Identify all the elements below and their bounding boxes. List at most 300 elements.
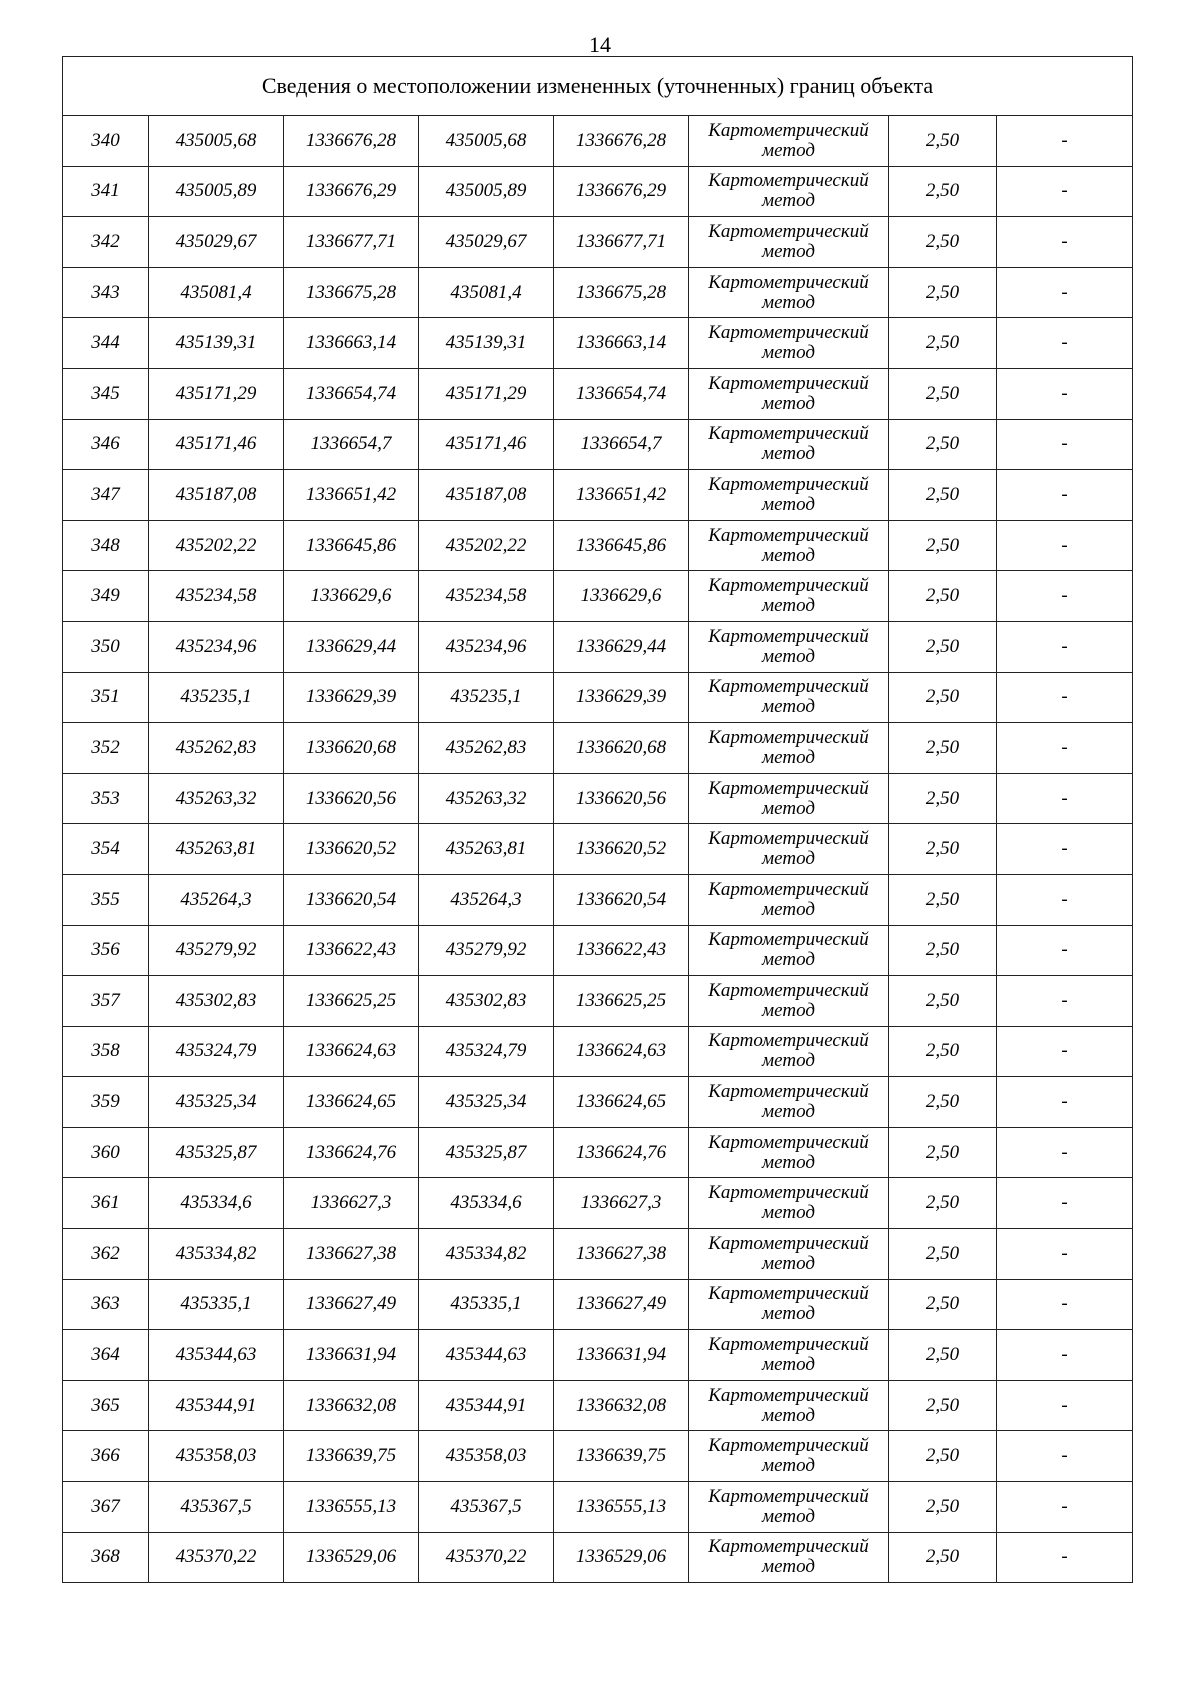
point-number-cell: 366 [63,1431,149,1482]
refined-x-cell: 435324,79 [419,1026,554,1077]
point-number-cell: 340 [63,116,149,167]
point-number-cell: 354 [63,824,149,875]
table-row [63,318,1133,369]
existing-y-cell: 1336625,25 [284,976,419,1027]
refined-y-cell: 1336627,3 [554,1178,689,1229]
precision-cell: 2,50 [889,1026,997,1077]
method-line-2: метод [762,1101,815,1123]
method-line-1: Картометрический [708,170,869,192]
method-line-2: метод [762,544,815,566]
method-line-2: метод [762,443,815,465]
table-row [63,1178,1133,1229]
point-number-cell: 344 [63,318,149,369]
point-number-cell: 352 [63,723,149,774]
precision-cell: 2,50 [889,520,997,571]
existing-y-cell: 1336651,42 [284,470,419,521]
refined-x-cell: 435005,89 [419,166,554,217]
method-cell [689,419,889,470]
point-number-cell: 353 [63,773,149,824]
table-row [63,419,1133,470]
refined-y-cell: 1336627,38 [554,1229,689,1280]
precision-cell: 2,50 [889,419,997,470]
existing-x-cell: 435302,83 [149,976,284,1027]
refined-x-cell: 435081,4 [419,267,554,318]
refined-y-cell: 1336631,94 [554,1330,689,1381]
method-line-1: Картометрический [708,979,869,1001]
method-line-2: метод [762,493,815,515]
point-number-cell: 347 [63,470,149,521]
existing-y-cell: 1336675,28 [284,267,419,318]
existing-y-cell: 1336654,74 [284,368,419,419]
refined-x-cell: 435235,1 [419,672,554,723]
table-row [63,621,1133,672]
table-row [63,571,1133,622]
existing-x-cell: 435344,63 [149,1330,284,1381]
note-cell: - [997,723,1133,774]
existing-x-cell: 435334,6 [149,1178,284,1229]
refined-x-cell: 435263,32 [419,773,554,824]
method-line-2: метод [762,139,815,161]
method-line-1: Картометрический [708,372,869,394]
existing-y-cell: 1336555,13 [284,1482,419,1533]
table-row [63,166,1133,217]
note-cell: - [997,1482,1133,1533]
method-cell [689,1532,889,1583]
existing-x-cell: 435370,22 [149,1532,284,1583]
precision-cell: 2,50 [889,1178,997,1229]
table-row [63,1026,1133,1077]
method-line-1: Картометрический [708,1182,869,1204]
refined-y-cell: 1336654,74 [554,368,689,419]
method-cell [689,368,889,419]
refined-y-cell: 1336629,6 [554,571,689,622]
refined-y-cell: 1336620,68 [554,723,689,774]
method-cell [689,1026,889,1077]
method-cell [689,166,889,217]
refined-x-cell: 435171,29 [419,368,554,419]
method-cell [689,571,889,622]
table-title-row [63,57,1133,116]
table-row [63,217,1133,268]
method-cell [689,621,889,672]
method-line-2: метод [762,1202,815,1224]
refined-y-cell: 1336654,7 [554,419,689,470]
existing-y-cell: 1336645,86 [284,520,419,571]
note-cell: - [997,1431,1133,1482]
table-row [63,116,1133,167]
method-line-2: метод [762,1252,815,1274]
existing-y-cell: 1336639,75 [284,1431,419,1482]
note-cell: - [997,672,1133,723]
method-line-2: метод [762,746,815,768]
existing-x-cell: 435263,32 [149,773,284,824]
point-number-cell: 367 [63,1482,149,1533]
point-number-cell: 359 [63,1077,149,1128]
point-number-cell: 361 [63,1178,149,1229]
point-number-cell: 365 [63,1380,149,1431]
precision-cell: 2,50 [889,1482,997,1533]
existing-x-cell: 435324,79 [149,1026,284,1077]
method-line-1: Картометрический [708,322,869,344]
note-cell: - [997,621,1133,672]
point-number-cell: 350 [63,621,149,672]
point-number-cell: 355 [63,874,149,925]
point-number-cell: 349 [63,571,149,622]
existing-y-cell: 1336627,38 [284,1229,419,1280]
refined-y-cell: 1336663,14 [554,318,689,369]
table-row [63,1127,1133,1178]
existing-y-cell: 1336654,7 [284,419,419,470]
note-cell: - [997,1077,1133,1128]
refined-y-cell: 1336632,08 [554,1380,689,1431]
method-cell [689,267,889,318]
note-cell: - [997,318,1133,369]
precision-cell: 2,50 [889,723,997,774]
method-line-1: Картометрический [708,676,869,698]
method-line-2: метод [762,1050,815,1072]
method-cell [689,1127,889,1178]
existing-x-cell: 435325,34 [149,1077,284,1128]
method-cell [689,723,889,774]
method-line-1: Картометрический [708,828,869,850]
method-cell [689,874,889,925]
table-row [63,1279,1133,1330]
method-cell [689,976,889,1027]
point-number-cell: 342 [63,217,149,268]
refined-x-cell: 435263,81 [419,824,554,875]
method-line-1: Картометрический [708,1081,869,1103]
precision-cell: 2,50 [889,773,997,824]
note-cell: - [997,1532,1133,1583]
note-cell: - [997,1178,1133,1229]
method-cell [689,672,889,723]
existing-x-cell: 435202,22 [149,520,284,571]
refined-y-cell: 1336645,86 [554,520,689,571]
refined-x-cell: 435234,58 [419,571,554,622]
method-line-2: метод [762,999,815,1021]
method-line-1: Картометрический [708,1030,869,1052]
refined-x-cell: 435325,87 [419,1127,554,1178]
method-line-2: метод [762,240,815,262]
note-cell: - [997,1279,1133,1330]
method-cell [689,470,889,521]
table-row [63,976,1133,1027]
precision-cell: 2,50 [889,1532,997,1583]
refined-x-cell: 435344,63 [419,1330,554,1381]
method-line-2: метод [762,1404,815,1426]
method-line-1: Картометрический [708,1384,869,1406]
method-cell [689,217,889,268]
refined-y-cell: 1336676,28 [554,116,689,167]
method-line-2: метод [762,1556,815,1578]
method-cell [689,520,889,571]
note-cell: - [997,1380,1133,1431]
method-cell [689,1482,889,1533]
refined-x-cell: 435344,91 [419,1380,554,1431]
refined-y-cell: 1336675,28 [554,267,689,318]
refined-y-cell: 1336627,49 [554,1279,689,1330]
note-cell: - [997,976,1133,1027]
precision-cell: 2,50 [889,1127,997,1178]
existing-x-cell: 435334,82 [149,1229,284,1280]
refined-y-cell: 1336624,65 [554,1077,689,1128]
refined-y-cell: 1336620,56 [554,773,689,824]
refined-x-cell: 435264,3 [419,874,554,925]
point-number-cell: 360 [63,1127,149,1178]
existing-y-cell: 1336629,44 [284,621,419,672]
precision-cell: 2,50 [889,1431,997,1482]
refined-x-cell: 435262,83 [419,723,554,774]
existing-x-cell: 435264,3 [149,874,284,925]
refined-y-cell: 1336620,54 [554,874,689,925]
refined-x-cell: 435302,83 [419,976,554,1027]
refined-x-cell: 435325,34 [419,1077,554,1128]
method-line-1: Картометрический [708,1536,869,1558]
existing-x-cell: 435262,83 [149,723,284,774]
method-line-1: Картометрический [708,271,869,293]
precision-cell: 2,50 [889,217,997,268]
existing-y-cell: 1336627,3 [284,1178,419,1229]
note-cell: - [997,1229,1133,1280]
point-number-cell: 364 [63,1330,149,1381]
existing-y-cell: 1336620,54 [284,874,419,925]
existing-y-cell: 1336663,14 [284,318,419,369]
existing-y-cell: 1336631,94 [284,1330,419,1381]
table-title: Сведения о местоположении измененных (уточненных) границ объекта [63,57,1133,116]
note-cell: - [997,1330,1133,1381]
refined-y-cell: 1336555,13 [554,1482,689,1533]
method-line-2: метод [762,898,815,920]
method-line-1: Картометрический [708,1435,869,1457]
table-row [63,672,1133,723]
point-number-cell: 341 [63,166,149,217]
precision-cell: 2,50 [889,267,997,318]
point-number-cell: 346 [63,419,149,470]
method-cell [689,116,889,167]
precision-cell: 2,50 [889,1380,997,1431]
table-row [63,470,1133,521]
method-line-1: Картометрический [708,220,869,242]
precision-cell: 2,50 [889,470,997,521]
precision-cell: 2,50 [889,824,997,875]
existing-x-cell: 435279,92 [149,925,284,976]
table-body [63,116,1133,1583]
note-cell: - [997,874,1133,925]
point-number-cell: 358 [63,1026,149,1077]
table-row [63,1482,1133,1533]
precision-cell: 2,50 [889,672,997,723]
existing-x-cell: 435367,5 [149,1482,284,1533]
refined-x-cell: 435139,31 [419,318,554,369]
refined-x-cell: 435367,5 [419,1482,554,1533]
existing-y-cell: 1336627,49 [284,1279,419,1330]
method-line-2: метод [762,291,815,313]
existing-x-cell: 435005,89 [149,166,284,217]
existing-y-cell: 1336624,63 [284,1026,419,1077]
method-line-2: метод [762,949,815,971]
existing-y-cell: 1336624,76 [284,1127,419,1178]
point-number-cell: 363 [63,1279,149,1330]
existing-y-cell: 1336676,29 [284,166,419,217]
existing-x-cell: 435171,46 [149,419,284,470]
refined-x-cell: 435358,03 [419,1431,554,1482]
method-line-1: Картометрический [708,777,869,799]
refined-y-cell: 1336624,63 [554,1026,689,1077]
point-number-cell: 362 [63,1229,149,1280]
method-line-1: Картометрический [708,1232,869,1254]
table-row [63,1229,1133,1280]
existing-x-cell: 435187,08 [149,470,284,521]
method-line-2: метод [762,1455,815,1477]
refined-x-cell: 435335,1 [419,1279,554,1330]
point-number-cell: 348 [63,520,149,571]
table-row [63,824,1133,875]
existing-y-cell: 1336629,6 [284,571,419,622]
note-cell: - [997,520,1133,571]
refined-x-cell: 435029,67 [419,217,554,268]
method-cell [689,1330,889,1381]
refined-x-cell: 435187,08 [419,470,554,521]
precision-cell: 2,50 [889,166,997,217]
refined-y-cell: 1336625,25 [554,976,689,1027]
existing-y-cell: 1336529,06 [284,1532,419,1583]
note-cell: - [997,1127,1133,1178]
existing-x-cell: 435235,1 [149,672,284,723]
method-cell [689,1279,889,1330]
point-number-cell: 351 [63,672,149,723]
existing-x-cell: 435344,91 [149,1380,284,1431]
existing-x-cell: 435029,67 [149,217,284,268]
existing-y-cell: 1336632,08 [284,1380,419,1431]
existing-y-cell: 1336676,28 [284,116,419,167]
refined-y-cell: 1336622,43 [554,925,689,976]
table-row [63,368,1133,419]
precision-cell: 2,50 [889,925,997,976]
refined-x-cell: 435334,6 [419,1178,554,1229]
note-cell: - [997,166,1133,217]
table-row [63,874,1133,925]
existing-y-cell: 1336622,43 [284,925,419,976]
note-cell: - [997,773,1133,824]
page-number: 14 [589,32,611,57]
method-line-2: метод [762,595,815,617]
method-cell [689,773,889,824]
table-row [63,925,1133,976]
refined-y-cell: 1336676,29 [554,166,689,217]
note-cell: - [997,925,1133,976]
precision-cell: 2,50 [889,1279,997,1330]
method-cell [689,925,889,976]
method-line-2: метод [762,1354,815,1376]
method-cell [689,1431,889,1482]
precision-cell: 2,50 [889,976,997,1027]
coordinates-table [62,56,1133,1583]
existing-x-cell: 435358,03 [149,1431,284,1482]
refined-x-cell: 435171,46 [419,419,554,470]
method-line-1: Картометрический [708,625,869,647]
refined-y-cell: 1336529,06 [554,1532,689,1583]
precision-cell: 2,50 [889,874,997,925]
method-line-2: метод [762,696,815,718]
existing-x-cell: 435139,31 [149,318,284,369]
existing-x-cell: 435081,4 [149,267,284,318]
refined-y-cell: 1336620,52 [554,824,689,875]
table-row [63,1077,1133,1128]
method-line-2: метод [762,1505,815,1527]
existing-y-cell: 1336620,52 [284,824,419,875]
method-line-2: метод [762,342,815,364]
existing-x-cell: 435005,68 [149,116,284,167]
precision-cell: 2,50 [889,116,997,167]
precision-cell: 2,50 [889,571,997,622]
existing-y-cell: 1336624,65 [284,1077,419,1128]
refined-y-cell: 1336629,44 [554,621,689,672]
method-line-1: Картометрический [708,1131,869,1153]
existing-x-cell: 435325,87 [149,1127,284,1178]
note-cell: - [997,217,1133,268]
table-row [63,773,1133,824]
table-row [63,520,1133,571]
method-line-1: Картометрический [708,575,869,597]
method-line-1: Картометрический [708,119,869,141]
method-line-2: метод [762,1151,815,1173]
table-row [63,1431,1133,1482]
refined-x-cell: 435234,96 [419,621,554,672]
method-line-2: метод [762,392,815,414]
existing-y-cell: 1336620,56 [284,773,419,824]
method-line-1: Картометрический [708,473,869,495]
existing-x-cell: 435263,81 [149,824,284,875]
refined-x-cell: 435005,68 [419,116,554,167]
refined-x-cell: 435279,92 [419,925,554,976]
note-cell: - [997,116,1133,167]
method-line-1: Картометрический [708,726,869,748]
table-row [63,723,1133,774]
method-cell [689,1178,889,1229]
method-line-1: Картометрический [708,878,869,900]
method-cell [689,1077,889,1128]
existing-y-cell: 1336629,39 [284,672,419,723]
table-row [63,1380,1133,1431]
refined-y-cell: 1336624,76 [554,1127,689,1178]
note-cell: - [997,368,1133,419]
precision-cell: 2,50 [889,621,997,672]
refined-y-cell: 1336639,75 [554,1431,689,1482]
note-cell: - [997,1026,1133,1077]
precision-cell: 2,50 [889,318,997,369]
precision-cell: 2,50 [889,1077,997,1128]
method-line-2: метод [762,190,815,212]
note-cell: - [997,824,1133,875]
method-cell [689,1229,889,1280]
method-line-2: метод [762,797,815,819]
point-number-cell: 343 [63,267,149,318]
refined-y-cell: 1336629,39 [554,672,689,723]
method-line-1: Картометрический [708,929,869,951]
method-line-1: Картометрический [708,423,869,445]
existing-x-cell: 435335,1 [149,1279,284,1330]
existing-x-cell: 435234,96 [149,621,284,672]
precision-cell: 2,50 [889,368,997,419]
table-row [63,1330,1133,1381]
point-number-cell: 357 [63,976,149,1027]
existing-y-cell: 1336620,68 [284,723,419,774]
method-line-1: Картометрический [708,524,869,546]
method-line-2: метод [762,848,815,870]
point-number-cell: 368 [63,1532,149,1583]
existing-x-cell: 435171,29 [149,368,284,419]
precision-cell: 2,50 [889,1229,997,1280]
